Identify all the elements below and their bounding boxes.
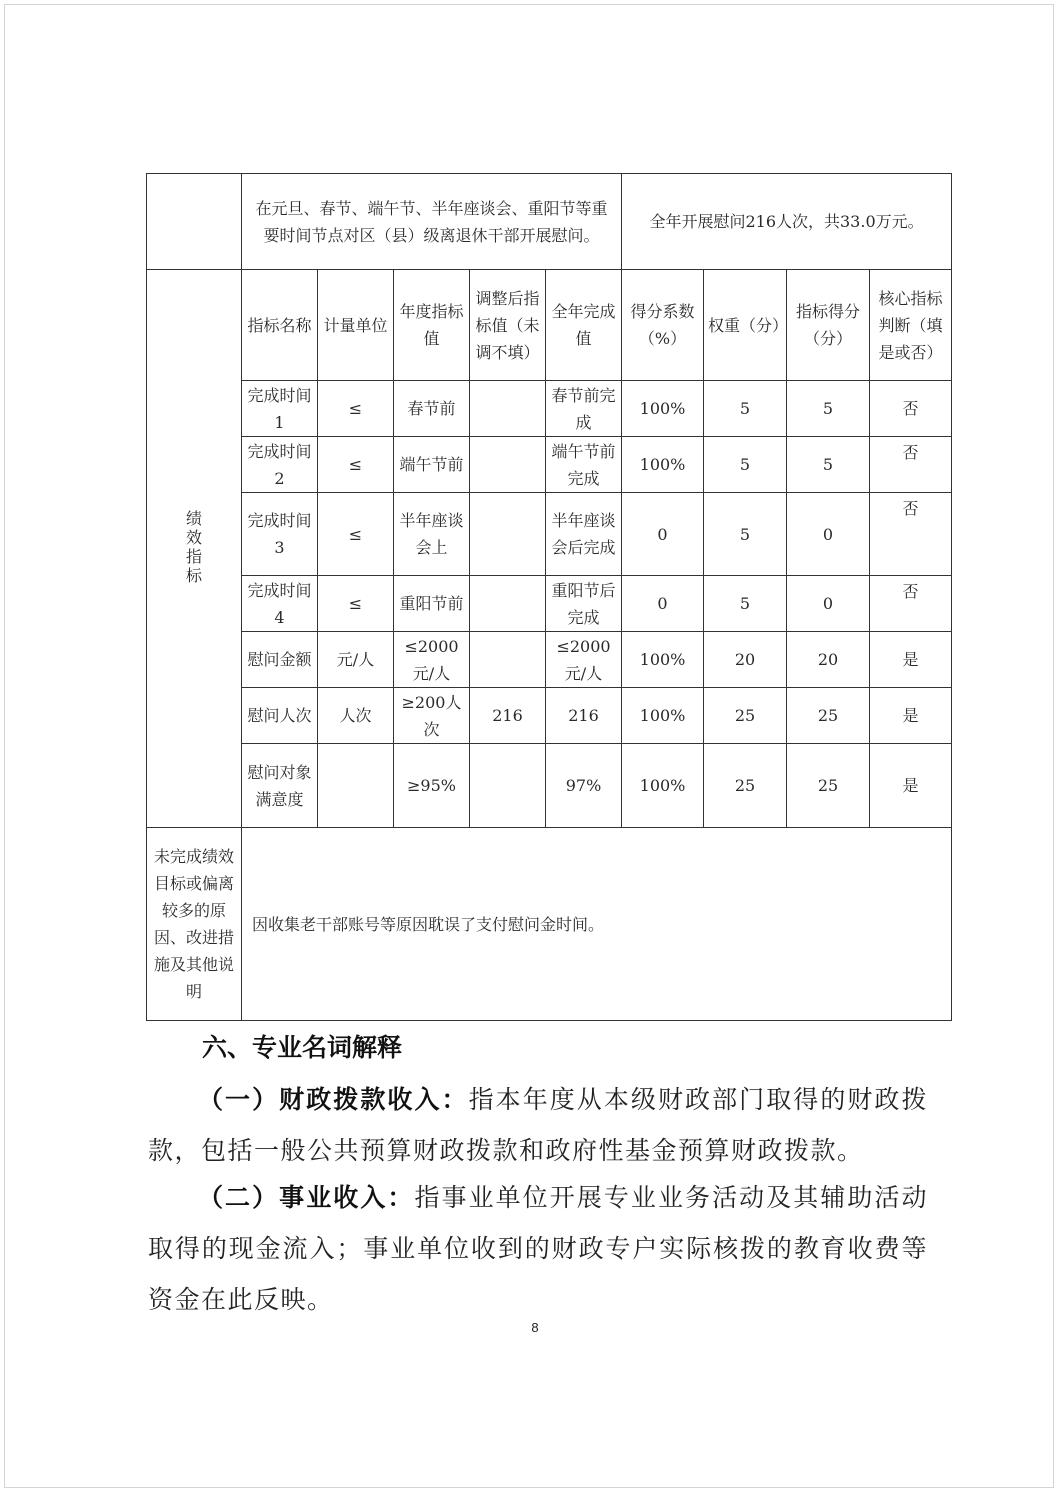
indicator-weight: 20 [704, 632, 787, 688]
page-number: 8 [531, 1320, 539, 1335]
summary-label-cell [147, 174, 242, 270]
indicator-coefficient: 100% [622, 381, 704, 437]
definition-text: 指本年度从本级财政部门取得的财政拨款，包括一般公共预算财政拨款和政府性基金预算财政拨款。 [148, 1085, 928, 1165]
indicator-coefficient: 0 [622, 576, 704, 632]
indicator-weight: 5 [704, 493, 787, 576]
indicator-actual: 97% [546, 744, 622, 828]
definition-paragraph-1 [148, 1074, 928, 1176]
header-cell: 核心指标判断（填是或否） [870, 270, 952, 381]
indicator-core: 是 [870, 632, 952, 688]
header-cell: 全年完成值 [546, 270, 622, 381]
indicator-score: 25 [787, 688, 870, 744]
section-label: 绩效指标 [185, 508, 202, 585]
indicator-target: ≤2000元/人 [394, 632, 470, 688]
indicator-coefficient: 100% [622, 437, 704, 493]
indicator-weight: 5 [704, 576, 787, 632]
indicator-adjusted: 216 [470, 688, 546, 744]
indicator-name: 完成时间4 [242, 576, 318, 632]
indicator-adjusted [470, 632, 546, 688]
indicator-target: ≥200人次 [394, 688, 470, 744]
indicator-adjusted [470, 493, 546, 576]
header-cell: 指标得分（分） [787, 270, 870, 381]
indicator-score: 0 [787, 493, 870, 576]
header-cell: 得分系数（%） [622, 270, 704, 381]
indicator-actual: 216 [546, 688, 622, 744]
table-row [147, 437, 952, 493]
table-row [147, 632, 952, 688]
definition-term: （二）事业收入： [198, 1183, 415, 1212]
indicator-core: 是 [870, 688, 952, 744]
table-row [147, 688, 952, 744]
indicator-target: 半年座谈会上 [394, 493, 470, 576]
indicator-target: 重阳节前 [394, 576, 470, 632]
performance-table [146, 173, 952, 1021]
indicator-coefficient: 0 [622, 493, 704, 576]
indicator-unit [318, 744, 394, 828]
section-heading: 六、专业名词解释 [202, 1033, 403, 1062]
summary-row [147, 174, 952, 270]
definition-text: 指事业单位开展专业业务活动及其辅助活动取得的现金流入；事业单位收到的财政专户实际核拨的教育收费等资金在此反映。 [148, 1183, 928, 1314]
indicator-actual: 半年座谈会后完成 [546, 493, 622, 576]
indicator-score: 5 [787, 381, 870, 437]
indicator-unit: ≤ [318, 381, 394, 437]
indicator-weight: 5 [704, 381, 787, 437]
indicator-actual: 春节前完成 [546, 381, 622, 437]
table-row [147, 576, 952, 632]
indicator-name: 慰问对象满意度 [242, 744, 318, 828]
indicator-adjusted [470, 381, 546, 437]
summary-result-cell: 全年开展慰问216人次，共33.0万元。 [622, 174, 952, 270]
indicator-weight: 5 [704, 437, 787, 493]
definition-term: （一）财政拨款收入： [198, 1085, 469, 1114]
indicator-core: 是 [870, 744, 952, 828]
header-cell: 年度指标值 [394, 270, 470, 381]
indicator-unit: ≤ [318, 493, 394, 576]
table-row [147, 493, 952, 576]
indicator-adjusted [470, 576, 546, 632]
indicator-unit: ≤ [318, 437, 394, 493]
indicator-unit: 人次 [318, 688, 394, 744]
indicator-coefficient: 100% [622, 688, 704, 744]
indicator-weight: 25 [704, 688, 787, 744]
indicator-actual: 端午节前完成 [546, 437, 622, 493]
indicator-name: 慰问金额 [242, 632, 318, 688]
indicator-name: 完成时间3 [242, 493, 318, 576]
indicator-score: 25 [787, 744, 870, 828]
indicator-target: 端午节前 [394, 437, 470, 493]
header-cell: 指标名称 [242, 270, 318, 381]
indicator-core: 否 [870, 493, 952, 576]
indicator-weight: 25 [704, 744, 787, 828]
reason-row [147, 828, 952, 1021]
indicator-core: 否 [870, 437, 952, 493]
header-cell: 计量单位 [318, 270, 394, 381]
indicator-score: 20 [787, 632, 870, 688]
indicator-name: 慰问人次 [242, 688, 318, 744]
indicator-score: 5 [787, 437, 870, 493]
indicator-core: 否 [870, 381, 952, 437]
reason-label-cell: 未完成绩效目标或偏离较多的原因、改进措施及其他说明 [147, 828, 242, 1021]
indicator-coefficient: 100% [622, 744, 704, 828]
indicator-score: 0 [787, 576, 870, 632]
table-row [147, 744, 952, 828]
indicator-actual: ≤2000元/人 [546, 632, 622, 688]
indicator-adjusted [470, 744, 546, 828]
indicator-target: 春节前 [394, 381, 470, 437]
header-cell: 调整后指标值（未调不填） [470, 270, 546, 381]
definition-paragraph-2 [148, 1172, 928, 1325]
indicator-actual: 重阳节后完成 [546, 576, 622, 632]
indicator-core: 否 [870, 576, 952, 632]
indicator-name: 完成时间2 [242, 437, 318, 493]
header-cell: 权重（分） [704, 270, 787, 381]
indicator-target: ≥95% [394, 744, 470, 828]
indicator-unit: 元/人 [318, 632, 394, 688]
indicator-name: 完成时间1 [242, 381, 318, 437]
summary-content-cell: 在元旦、春节、端午节、半年座谈会、重阳节等重要时间节点对区（县）级离退休干部开展慰问。 [242, 174, 622, 270]
indicator-unit: ≤ [318, 576, 394, 632]
indicator-adjusted [470, 437, 546, 493]
indicator-coefficient: 100% [622, 632, 704, 688]
table-row [147, 381, 952, 437]
section-label-cell [147, 270, 242, 828]
reason-text-cell: 因收集老干部账号等原因耽误了支付慰问金时间。 [242, 828, 952, 1021]
header-row [147, 270, 952, 381]
